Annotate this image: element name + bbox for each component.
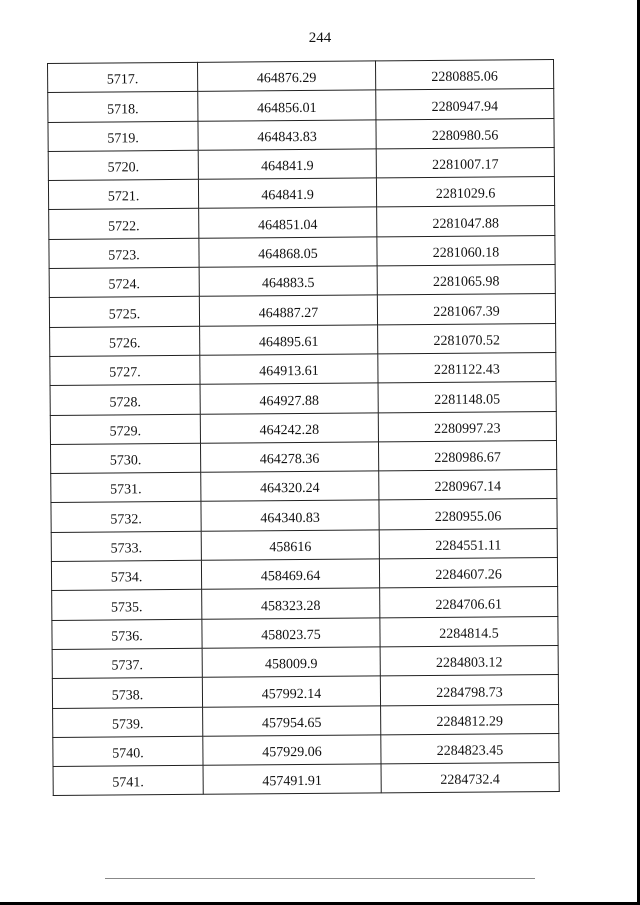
x-coordinate-cell: 457929.06 bbox=[203, 735, 381, 766]
table-row bbox=[49, 235, 555, 268]
x-coordinate-cell: 457491.91 bbox=[203, 764, 381, 795]
table-row bbox=[48, 147, 554, 180]
table-row bbox=[50, 382, 556, 415]
x-coordinate-cell: 464856.01 bbox=[198, 90, 376, 121]
point-number-cell: 5728. bbox=[50, 385, 200, 415]
point-number-cell: 5724. bbox=[49, 267, 199, 297]
point-number-cell: 5738. bbox=[52, 678, 202, 708]
y-coordinate-cell: 2281122.43 bbox=[378, 352, 556, 383]
point-number-cell: 5736. bbox=[52, 619, 202, 649]
table-row bbox=[50, 352, 556, 385]
y-coordinate-cell: 2284706.61 bbox=[380, 587, 558, 618]
x-coordinate-cell: 464876.29 bbox=[197, 61, 375, 92]
table-row bbox=[53, 704, 559, 737]
y-coordinate-cell: 2284803.12 bbox=[380, 645, 558, 676]
point-number-cell: 5734. bbox=[51, 560, 201, 590]
x-coordinate-cell: 458323.28 bbox=[202, 588, 380, 619]
point-number-cell: 5717. bbox=[48, 62, 198, 92]
x-coordinate-cell: 457954.65 bbox=[203, 705, 381, 736]
table-row bbox=[51, 528, 557, 561]
y-coordinate-cell: 2280980.56 bbox=[376, 118, 554, 149]
x-coordinate-cell: 464913.61 bbox=[200, 354, 378, 385]
point-number-cell: 5730. bbox=[50, 443, 200, 473]
table-row bbox=[52, 645, 558, 678]
y-coordinate-cell: 2280997.23 bbox=[378, 411, 556, 442]
y-coordinate-cell: 2284812.29 bbox=[381, 704, 559, 735]
point-number-cell: 5718. bbox=[48, 92, 198, 122]
point-number-cell: 5723. bbox=[49, 238, 199, 268]
x-coordinate-cell: 464320.24 bbox=[201, 471, 379, 502]
table-row bbox=[50, 411, 556, 444]
point-number-cell: 5722. bbox=[49, 209, 199, 239]
x-coordinate-cell: 464841.9 bbox=[198, 178, 376, 209]
y-coordinate-cell: 2281067.39 bbox=[377, 294, 555, 325]
coordinate-table bbox=[47, 59, 560, 796]
y-coordinate-cell: 2280986.67 bbox=[378, 440, 556, 471]
point-number-cell: 5732. bbox=[51, 502, 201, 532]
y-coordinate-cell: 2281065.98 bbox=[377, 265, 555, 296]
x-coordinate-cell: 464843.83 bbox=[198, 120, 376, 151]
point-number-cell: 5739. bbox=[53, 707, 203, 737]
y-coordinate-cell: 2280885.06 bbox=[375, 60, 553, 91]
y-coordinate-cell: 2284814.5 bbox=[380, 616, 558, 647]
x-coordinate-cell: 464841.9 bbox=[198, 149, 376, 180]
bottom-rule bbox=[105, 878, 535, 879]
coordinate-table-wrapper bbox=[47, 59, 559, 796]
y-coordinate-cell: 2284732.4 bbox=[381, 763, 559, 794]
y-coordinate-cell: 2280955.06 bbox=[379, 499, 557, 530]
y-coordinate-cell: 2280967.14 bbox=[379, 470, 557, 501]
table-row bbox=[53, 763, 559, 796]
table-row bbox=[48, 60, 554, 93]
table-row bbox=[52, 616, 558, 649]
table-row bbox=[52, 587, 558, 620]
table-row bbox=[48, 118, 554, 151]
table-row bbox=[51, 558, 557, 591]
x-coordinate-cell: 464895.61 bbox=[200, 325, 378, 356]
point-number-cell: 5729. bbox=[50, 414, 200, 444]
y-coordinate-cell: 2281070.52 bbox=[378, 323, 556, 354]
point-number-cell: 5737. bbox=[52, 648, 202, 678]
table-row bbox=[51, 470, 557, 503]
table-row bbox=[51, 499, 557, 532]
y-coordinate-cell: 2281060.18 bbox=[377, 235, 555, 266]
point-number-cell: 5726. bbox=[50, 326, 200, 356]
y-coordinate-cell: 2284551.11 bbox=[379, 528, 557, 559]
x-coordinate-cell: 458009.9 bbox=[202, 647, 380, 678]
point-number-cell: 5740. bbox=[53, 736, 203, 766]
point-number-cell: 5721. bbox=[48, 180, 198, 210]
y-coordinate-cell: 2284823.45 bbox=[381, 733, 559, 764]
x-coordinate-cell: 457992.14 bbox=[202, 676, 380, 707]
table-row bbox=[50, 323, 556, 356]
point-number-cell: 5720. bbox=[48, 150, 198, 180]
y-coordinate-cell: 2284607.26 bbox=[379, 558, 557, 589]
page-number: 244 bbox=[308, 30, 332, 46]
x-coordinate-cell: 464927.88 bbox=[200, 383, 378, 414]
table-row bbox=[52, 675, 558, 708]
point-number-cell: 5719. bbox=[48, 121, 198, 151]
y-coordinate-cell: 2280947.94 bbox=[376, 89, 554, 120]
y-coordinate-cell: 2281007.17 bbox=[376, 147, 554, 178]
point-number-cell: 5731. bbox=[51, 472, 201, 502]
point-number-cell: 5733. bbox=[51, 531, 201, 561]
table-row bbox=[49, 294, 555, 327]
x-coordinate-cell: 464887.27 bbox=[199, 295, 377, 326]
x-coordinate-cell: 458469.64 bbox=[201, 559, 379, 590]
y-coordinate-cell: 2281029.6 bbox=[376, 177, 554, 208]
x-coordinate-cell: 464868.05 bbox=[199, 237, 377, 268]
x-coordinate-cell: 464883.5 bbox=[199, 266, 377, 297]
coordinate-table-body bbox=[48, 60, 560, 796]
point-number-cell: 5725. bbox=[49, 297, 199, 327]
x-coordinate-cell: 464278.36 bbox=[200, 442, 378, 473]
point-number-cell: 5727. bbox=[50, 355, 200, 385]
x-coordinate-cell: 464851.04 bbox=[199, 207, 377, 238]
x-coordinate-cell: 458616 bbox=[201, 530, 379, 561]
y-coordinate-cell: 2284798.73 bbox=[380, 675, 558, 706]
table-row bbox=[48, 177, 554, 210]
y-coordinate-cell: 2281148.05 bbox=[378, 382, 556, 413]
point-number-cell: 5735. bbox=[52, 590, 202, 620]
table-row bbox=[48, 89, 554, 122]
table-row bbox=[50, 440, 556, 473]
table-row bbox=[49, 206, 555, 239]
table-row bbox=[49, 265, 555, 298]
y-coordinate-cell: 2281047.88 bbox=[377, 206, 555, 237]
x-coordinate-cell: 464242.28 bbox=[200, 412, 378, 443]
x-coordinate-cell: 464340.83 bbox=[201, 500, 379, 531]
point-number-cell: 5741. bbox=[53, 765, 203, 795]
x-coordinate-cell: 458023.75 bbox=[202, 618, 380, 649]
table-row bbox=[53, 733, 559, 766]
